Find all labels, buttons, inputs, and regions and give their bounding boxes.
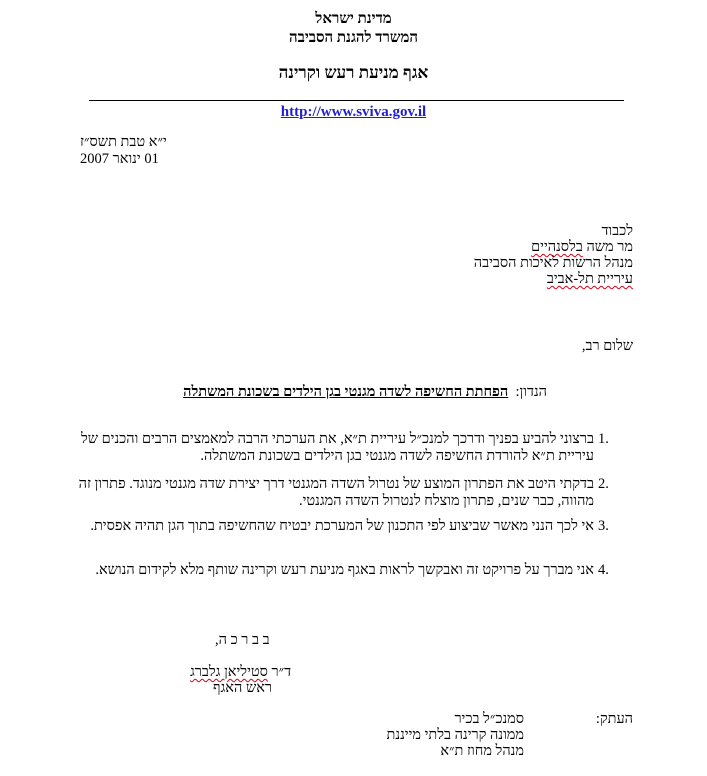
subject-line xyxy=(183,384,547,401)
signature-role: ראש האגף xyxy=(213,680,273,696)
greeting: שלום רב, xyxy=(581,338,633,354)
paragraph-2-number: 2. xyxy=(598,476,609,492)
paragraph-3-number: 3. xyxy=(598,518,609,534)
paragraph-4: אני מברך על פרויקט זה ואבקשך לראות באגף מניעת רעש וקרינה שותף מלא לקידום הנושא. xyxy=(95,562,594,578)
subject-text: הפחתת החשיפה לשדה מגנטי בגן הילדים בשכונת המשתלה xyxy=(183,384,509,400)
cc-entry: ממונה קרינה בלתי מייננת xyxy=(386,727,524,743)
subject-label: הנדון: xyxy=(515,384,547,400)
cc-label: העתק: xyxy=(595,711,633,727)
date-gregorian: 01 ינואר 2007 xyxy=(80,151,159,167)
signature-name-prefix: ד״ר xyxy=(267,664,292,680)
letterhead-ministry: המשרד להגנת הסביבה xyxy=(288,30,419,46)
cc-entry: סמנכ״ל בכיר xyxy=(454,711,524,727)
recipient-title: מנהל הרשות לאיכות הסביבה xyxy=(473,255,633,271)
date-hebrew: י״א טבת תשס״ז xyxy=(80,134,167,150)
letterhead-state: מדינת ישראל xyxy=(315,11,392,27)
website-link[interactable]: http://www.sviva.gov.il xyxy=(280,104,427,120)
recipient-name xyxy=(531,239,633,256)
paragraph-2: בדקתי היטב את הפתרון המוצע של נטרול השדה המגנטי דרך יצירת שדה מגנטי מנוגד. פתרון זה מהווה, כבר שנים, פתרון מוצלח לנטרול השדה המגנטי. xyxy=(78,476,594,509)
closing: ב ב ר כ ה, xyxy=(215,632,270,648)
header-divider xyxy=(89,100,624,101)
paragraph-4-number: 4. xyxy=(598,562,609,578)
cc-entry: מנהל מחוז ת״א xyxy=(440,743,524,759)
letterhead-division: אגף מניעת רעש וקרינה xyxy=(278,63,429,82)
paragraph-1-number: 1. xyxy=(598,431,609,447)
recipient-salutation: לכבוד xyxy=(601,223,633,239)
recipient-city: עיריית תל-אביב xyxy=(546,271,633,287)
signature-name xyxy=(190,664,291,681)
paragraph-1: ברצוני להביע בפניך ודרכך למנכ״ל עיריית ת״א, את הערכתי הרבה למאמצים הרבים והכנים של עיריית ת״א להורדת החשיפה לשדה מגנטי בגן הילדים בשכונת המשתלה. xyxy=(80,431,594,464)
recipient-name-surname: בלסנהיים xyxy=(531,239,583,255)
recipient-name-prefix: מר משה xyxy=(582,239,633,255)
signature-name-main: סטיליאן גלברג xyxy=(190,664,268,680)
paragraph-3: אי לכך הנני מאשר שביצוע לפי התכנון של המערכת יבטיח שהחשיפה בתוך הגן תהיה אפסית. xyxy=(90,518,594,534)
